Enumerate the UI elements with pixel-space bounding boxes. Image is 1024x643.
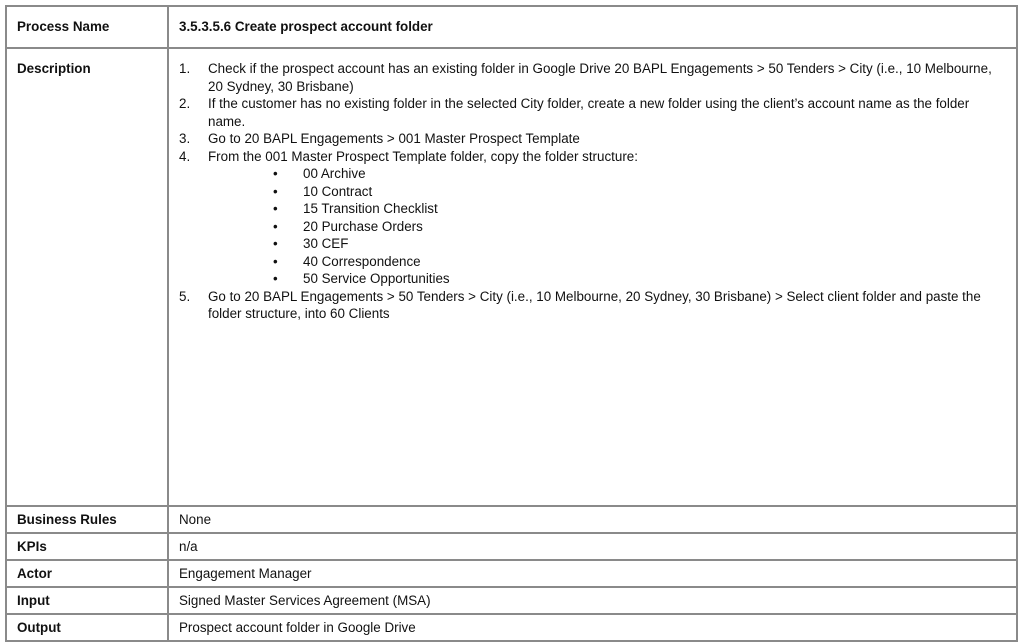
step-number: 5. [179,288,191,304]
folder-name: 10 Contract [303,183,373,199]
business-rules-value: None [168,506,1017,533]
folder-list-item [208,183,1006,201]
folder-list-item [208,200,1006,218]
description-steps [179,60,1006,323]
folder-name: 15 Transition Checklist [303,201,438,216]
output-value: Prospect account folder in Google Drive [168,614,1017,641]
folder-list-item [208,253,1006,271]
step-text: If the customer has no existing folder in the selected City folder, create a new folder using the client’s account name as the folder name. [208,96,970,129]
bullet-icon: • [273,183,278,199]
step-item [179,130,1006,148]
folder-name: 40 Correspondence [303,253,421,269]
input-row [6,587,1017,614]
kpis-value: n/a [168,533,1017,560]
step-number: 3. [179,131,191,146]
business-rules-label: Business Rules [6,506,168,533]
bullet-icon: • [273,201,278,216]
step-number: 4. [179,148,191,164]
folder-name: 30 CEF [303,236,349,251]
description-value [168,48,1017,506]
description-label: Description [6,48,168,506]
actor-row [6,560,1017,587]
step-item [179,95,1006,130]
step-text: Go to 20 BAPL Engagements > 50 Tenders > City (i.e., 10 Melbourne, 20 Sydney, 30 Brisbane) > Select client folder and paste the folder structure, into 60 Clients [208,288,981,321]
folder-name: 00 Archive [303,166,366,181]
bullet-icon: • [273,271,278,286]
input-value: Signed Master Services Agreement (MSA) [168,587,1017,614]
step-item [179,148,1006,288]
process-name-value: 3.5.3.5.6 Create prospect account folder [168,6,1017,48]
actor-value: Engagement Manager [168,560,1017,587]
process-name-label: Process Name [6,6,168,48]
folder-structure-list [208,165,1006,288]
step-item [179,288,1006,323]
process-name-row [6,6,1017,48]
bullet-icon: • [273,166,278,181]
process-table [5,5,1018,642]
step-number: 2. [179,96,191,111]
business-rules-row [6,506,1017,533]
bullet-icon: • [273,253,278,269]
description-row [6,48,1017,506]
step-number: 1. [179,61,191,76]
step-text: From the 001 Master Prospect Template folder, copy the folder structure: [208,148,638,164]
output-row [6,614,1017,641]
folder-name: 50 Service Opportunities [303,271,450,286]
step-text: Go to 20 BAPL Engagements > 001 Master Prospect Template [208,131,580,146]
output-label: Output [6,614,168,641]
folder-list-item [208,218,1006,236]
bullet-icon: • [273,218,278,234]
folder-list-item [208,270,1006,288]
actor-label: Actor [6,560,168,587]
bullet-icon: • [273,236,278,251]
folder-list-item [208,165,1006,183]
input-label: Input [6,587,168,614]
kpis-row [6,533,1017,560]
step-text: Check if the prospect account has an existing folder in Google Drive 20 BAPL Engagements > 50 Tenders > City (i.e., 10 Melbourne, 20 Sydney, 30 Brisbane) [208,61,992,94]
step-item [179,60,1006,95]
folder-list-item [208,235,1006,253]
kpis-label: KPIs [6,533,168,560]
folder-name: 20 Purchase Orders [303,218,423,234]
